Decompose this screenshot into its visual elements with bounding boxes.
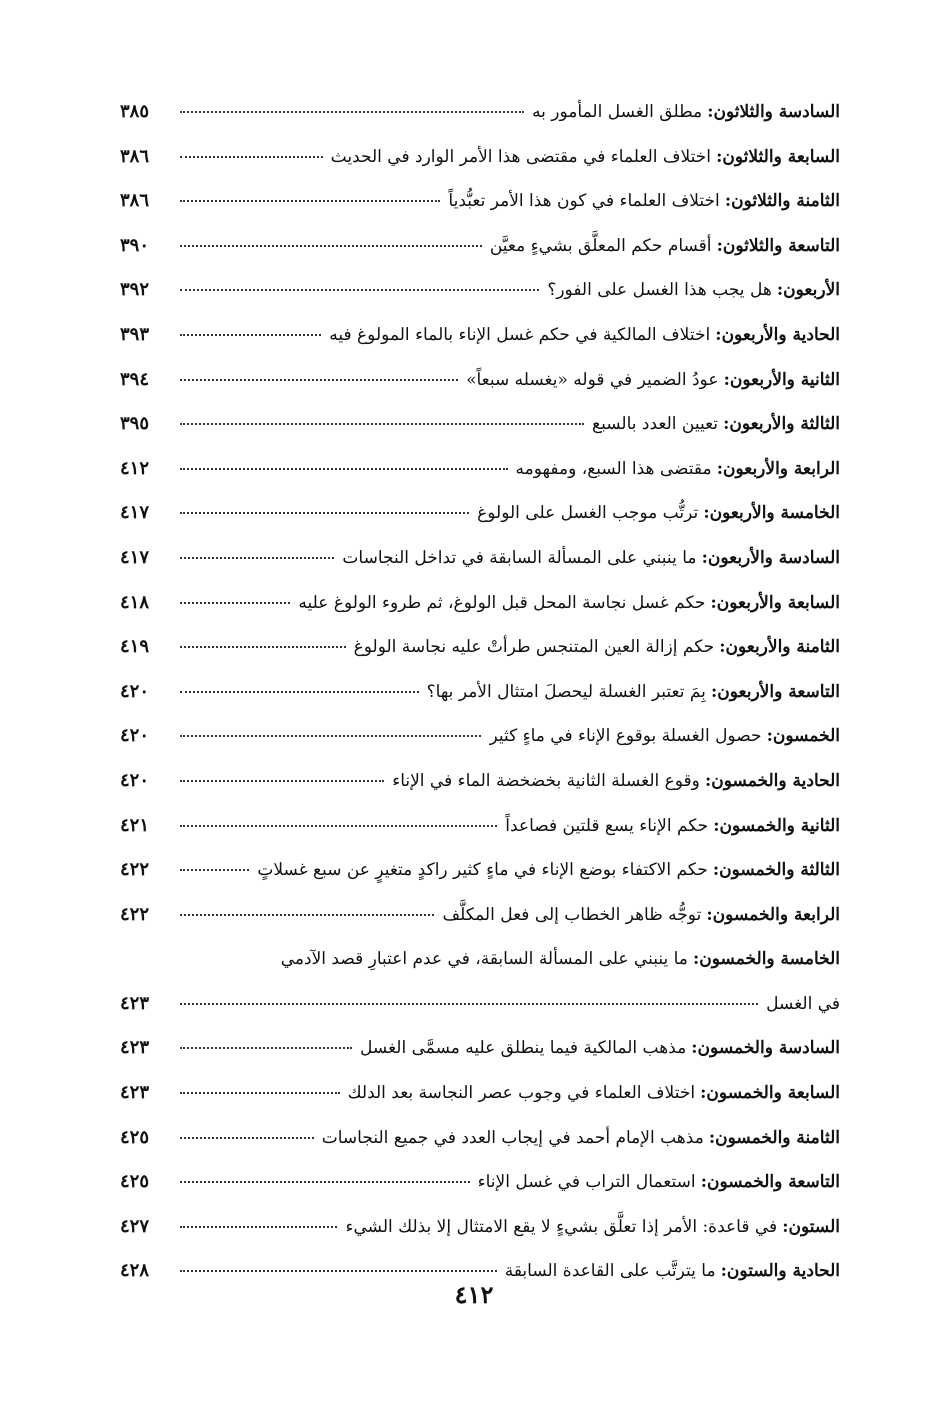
toc-entry-page: ٤١٩ [120,636,150,658]
toc-entry [120,581,840,626]
toc-entry [120,1116,840,1161]
toc-entry-heading: الخامسة والخمسون: [693,949,840,970]
toc-entry-title: توجُّه ظاهر الخطاب إلى فعل المكلَّف [442,904,702,925]
toc-entry [120,402,840,447]
toc-entry-title: استعمال التراب في غسل الإناء [477,1172,696,1193]
toc-entry-title: ما يترتَّب على القاعدة السابقة [504,1261,716,1282]
toc-entry-heading: الستون: [782,1216,840,1237]
toc-entry-title: ما ينبني على المسألة السابقة في تداخل النجاسات [342,547,697,568]
toc-entry-title: حصول الغسلة بوقوع الإناء في ماءٍ كثير [489,726,762,747]
dot-leader [180,1047,352,1049]
toc-entry [120,447,840,492]
toc-entry-title: اختلاف العلماء في كون هذا الأمر تعبُّدياً [448,191,720,212]
toc-entry-heading: الحادية والأربعون: [715,324,840,345]
dot-leader [180,691,419,693]
toc-entry-title: أقسام حكم المعلَّق بشيءٍ معيَّن [489,235,712,256]
dot-leader [180,646,346,648]
toc-entry [120,358,840,403]
toc-entry-page: ٤٢٥ [120,1126,150,1148]
dot-leader [180,111,524,113]
toc-entry-page: ٣٨٦ [120,190,150,212]
toc-entry-page: ٤٢٠ [120,680,150,702]
toc-entry-title: حكم الإناء يسع قلتين فصاعداً [505,815,709,836]
dot-leader [180,735,481,737]
toc-entry-page: ٤٢١ [120,814,150,836]
toc-entry-title: مطلق الغسل المأمور به [532,102,703,122]
toc-entry [120,135,840,180]
toc-entry [120,1160,840,1205]
dot-leader [180,156,323,158]
toc-entry-heading: الخمسون: [766,726,840,747]
dot-leader [180,869,249,871]
toc-entry-title: تعيين العدد بالسبع [592,414,719,435]
toc-entry-page: ٣٩٥ [120,413,150,435]
toc-entry-page: ٣٩٠ [120,234,150,256]
toc-entry-title: حكم إزالة العين المتنجس طرأتْ عليه نجاسة الولوغ [353,637,715,658]
dot-leader [180,200,440,202]
toc-entry-page: ٤١٢ [120,457,150,479]
dot-leader [180,423,584,425]
toc-entry-page: ٤٢٣ [120,1082,150,1104]
toc-entry [120,893,840,938]
toc-entry [120,536,840,581]
toc-entry [120,670,840,715]
toc-entry-title: حكم غسل نجاسة المحل قبل الولوغ، ثم طروء الولوغ عليه [298,592,706,613]
page-number: ٤١٢ [454,1280,494,1309]
toc-entry [120,268,840,313]
toc-entry-page: ٤٢٢ [120,903,150,925]
toc-entry [120,759,840,804]
toc-entry-heading: السابعة والخمسون: [700,1083,840,1104]
dot-leader [180,557,334,559]
toc-entry-heading: السادسة والأربعون: [701,547,840,568]
toc-entry-page: ٤٢٣ [120,992,150,1014]
toc-entry-page: ٣٩٢ [120,279,150,301]
toc-entry [120,179,840,224]
toc-entry-page: ٤٢٥ [120,1171,150,1193]
toc-entry [120,714,840,759]
toc-entry-page: ٤٢٠ [120,769,150,791]
toc-entry-heading: الرابعة والأربعون: [716,458,840,479]
toc-entry-heading: السادسة والخمسون: [691,1038,840,1059]
toc-entry [120,491,840,536]
toc-entry-heading: الثامنة والثلاثون: [724,191,840,212]
toc-entry-title: اختلاف المالكية في حكم غسل الإناء بالماء المولوغ فيه [329,324,711,345]
toc-entry-title: ما ينبني على المسألة السابقة، في عدم اعتبارِ قصد الآدمي [280,949,688,970]
dot-leader [180,1181,470,1183]
toc-entry [120,937,840,1026]
toc-entry-title: وقوع الغسلة الثانية بخضخضة الماء في الإناء [392,770,700,791]
dot-leader [180,780,384,782]
toc-entry-title: عودُ الضمير في قوله «يغسله سبعاً» [466,369,719,390]
toc-entry-heading: السادسة والثلاثون: [707,102,840,122]
dot-leader [180,512,469,514]
toc-entry-page: ٤١٧ [120,546,150,568]
toc-entry-heading: الثانية والخمسون: [713,815,840,836]
toc-entry-page: ٣٩٣ [120,323,150,345]
toc-entry-page: ٤٢٠ [120,725,150,747]
toc-entry [120,1205,840,1250]
toc-entry-title: اختلاف العلماء في وجوب عصر النجاسة بعد الدلك [347,1083,696,1104]
toc-entry [120,625,840,670]
toc-entry-page: ٤٢٨ [120,1260,150,1282]
toc-entry-page: ٣٩٤ [120,368,150,390]
toc-entry-heading: الثامنة والخمسون: [708,1127,840,1148]
toc-entry-heading: الخامسة والأربعون: [703,503,840,524]
dot-leader [180,825,497,827]
toc-entry-heading: الثالثة والخمسون: [712,860,840,881]
dot-leader [180,289,539,291]
toc-entry-title-continued: في الغسل [766,993,840,1014]
toc-entry-page: ٤٢٢ [120,859,150,881]
toc-entry-title: مذهب الإمام أحمد في إيجاب العدد في جميع النجاسات [321,1127,704,1148]
dot-leader [180,1003,758,1005]
toc-entry-page: ٣٨٦ [120,145,150,167]
toc-entry [120,224,840,269]
toc-entry-title: حكم الاكتفاء بوضع الإناء في ماءٍ كثير راكدٍ متغيرٍ عن سبع غسلاتٍ [257,860,708,881]
table-of-contents [120,90,840,1294]
toc-entry-page: ٣٨٥ [120,101,150,122]
toc-entry-page: ٤١٨ [120,591,150,613]
toc-entry-heading: الأربعون: [776,280,840,301]
dot-leader [180,1226,337,1228]
dot-leader [180,245,482,247]
dot-leader [180,1092,340,1094]
toc-entry-heading: الثامنة والأربعون: [719,637,840,658]
toc-entry-heading: الحادية والخمسون: [704,770,840,791]
toc-entry-title: مذهب المالكية فيما ينطلق عليه مسمَّى الغسل [360,1038,687,1059]
toc-entry-heading: التاسعة والخمسون: [700,1172,840,1193]
dot-leader [180,602,290,604]
toc-entry-heading: التاسعة والثلاثون: [716,235,840,256]
toc-entry-heading: الرابعة والخمسون: [706,904,840,925]
toc-entry-page: ٤٢٣ [120,1037,150,1059]
toc-entry [120,1026,840,1071]
toc-entry-title: بِمَ تعتبر الغسلة ليحصلَ امتثال الأمر بها؟ [426,681,706,702]
toc-entry-page: ٤٢٧ [120,1215,150,1237]
toc-entry [120,90,840,135]
toc-entry [120,848,840,893]
toc-entry-page: ٤١٧ [120,502,150,524]
dot-leader [180,914,434,916]
toc-entry-heading: التاسعة والأربعون: [710,681,840,702]
toc-entry-title: ترتُّب موجب الغسل على الولوغ [477,503,699,524]
dot-leader [180,1270,497,1272]
toc-entry-title: في قاعدة: الأمر إذا تعلَّق بشيءٍ لا يقع الامتثال إلا بذلك الشيء [345,1216,778,1237]
dot-leader [180,1137,314,1139]
toc-entry-heading: السابعة والثلاثون: [716,146,840,167]
toc-entry-heading: الثانية والأربعون: [723,369,840,390]
toc-entry [120,804,840,849]
dot-leader [180,334,321,336]
toc-entry-heading: الحادية والستون: [720,1261,840,1282]
toc-entry-title: اختلاف العلماء في مقتضى هذا الأمر الوارد في الحديث [330,146,712,167]
toc-entry-title: هل يجب هذا الغسل على الفور؟ [547,280,772,301]
toc-entry-title: مقتضى هذا السبع، ومفهومه [515,458,712,479]
toc-entry [120,313,840,358]
dot-leader [180,468,508,470]
toc-entry [120,1071,840,1116]
toc-entry-heading: السابعة والأربعون: [710,592,840,613]
toc-entry-heading: الثالثة والأربعون: [723,414,840,435]
dot-leader [180,379,458,381]
